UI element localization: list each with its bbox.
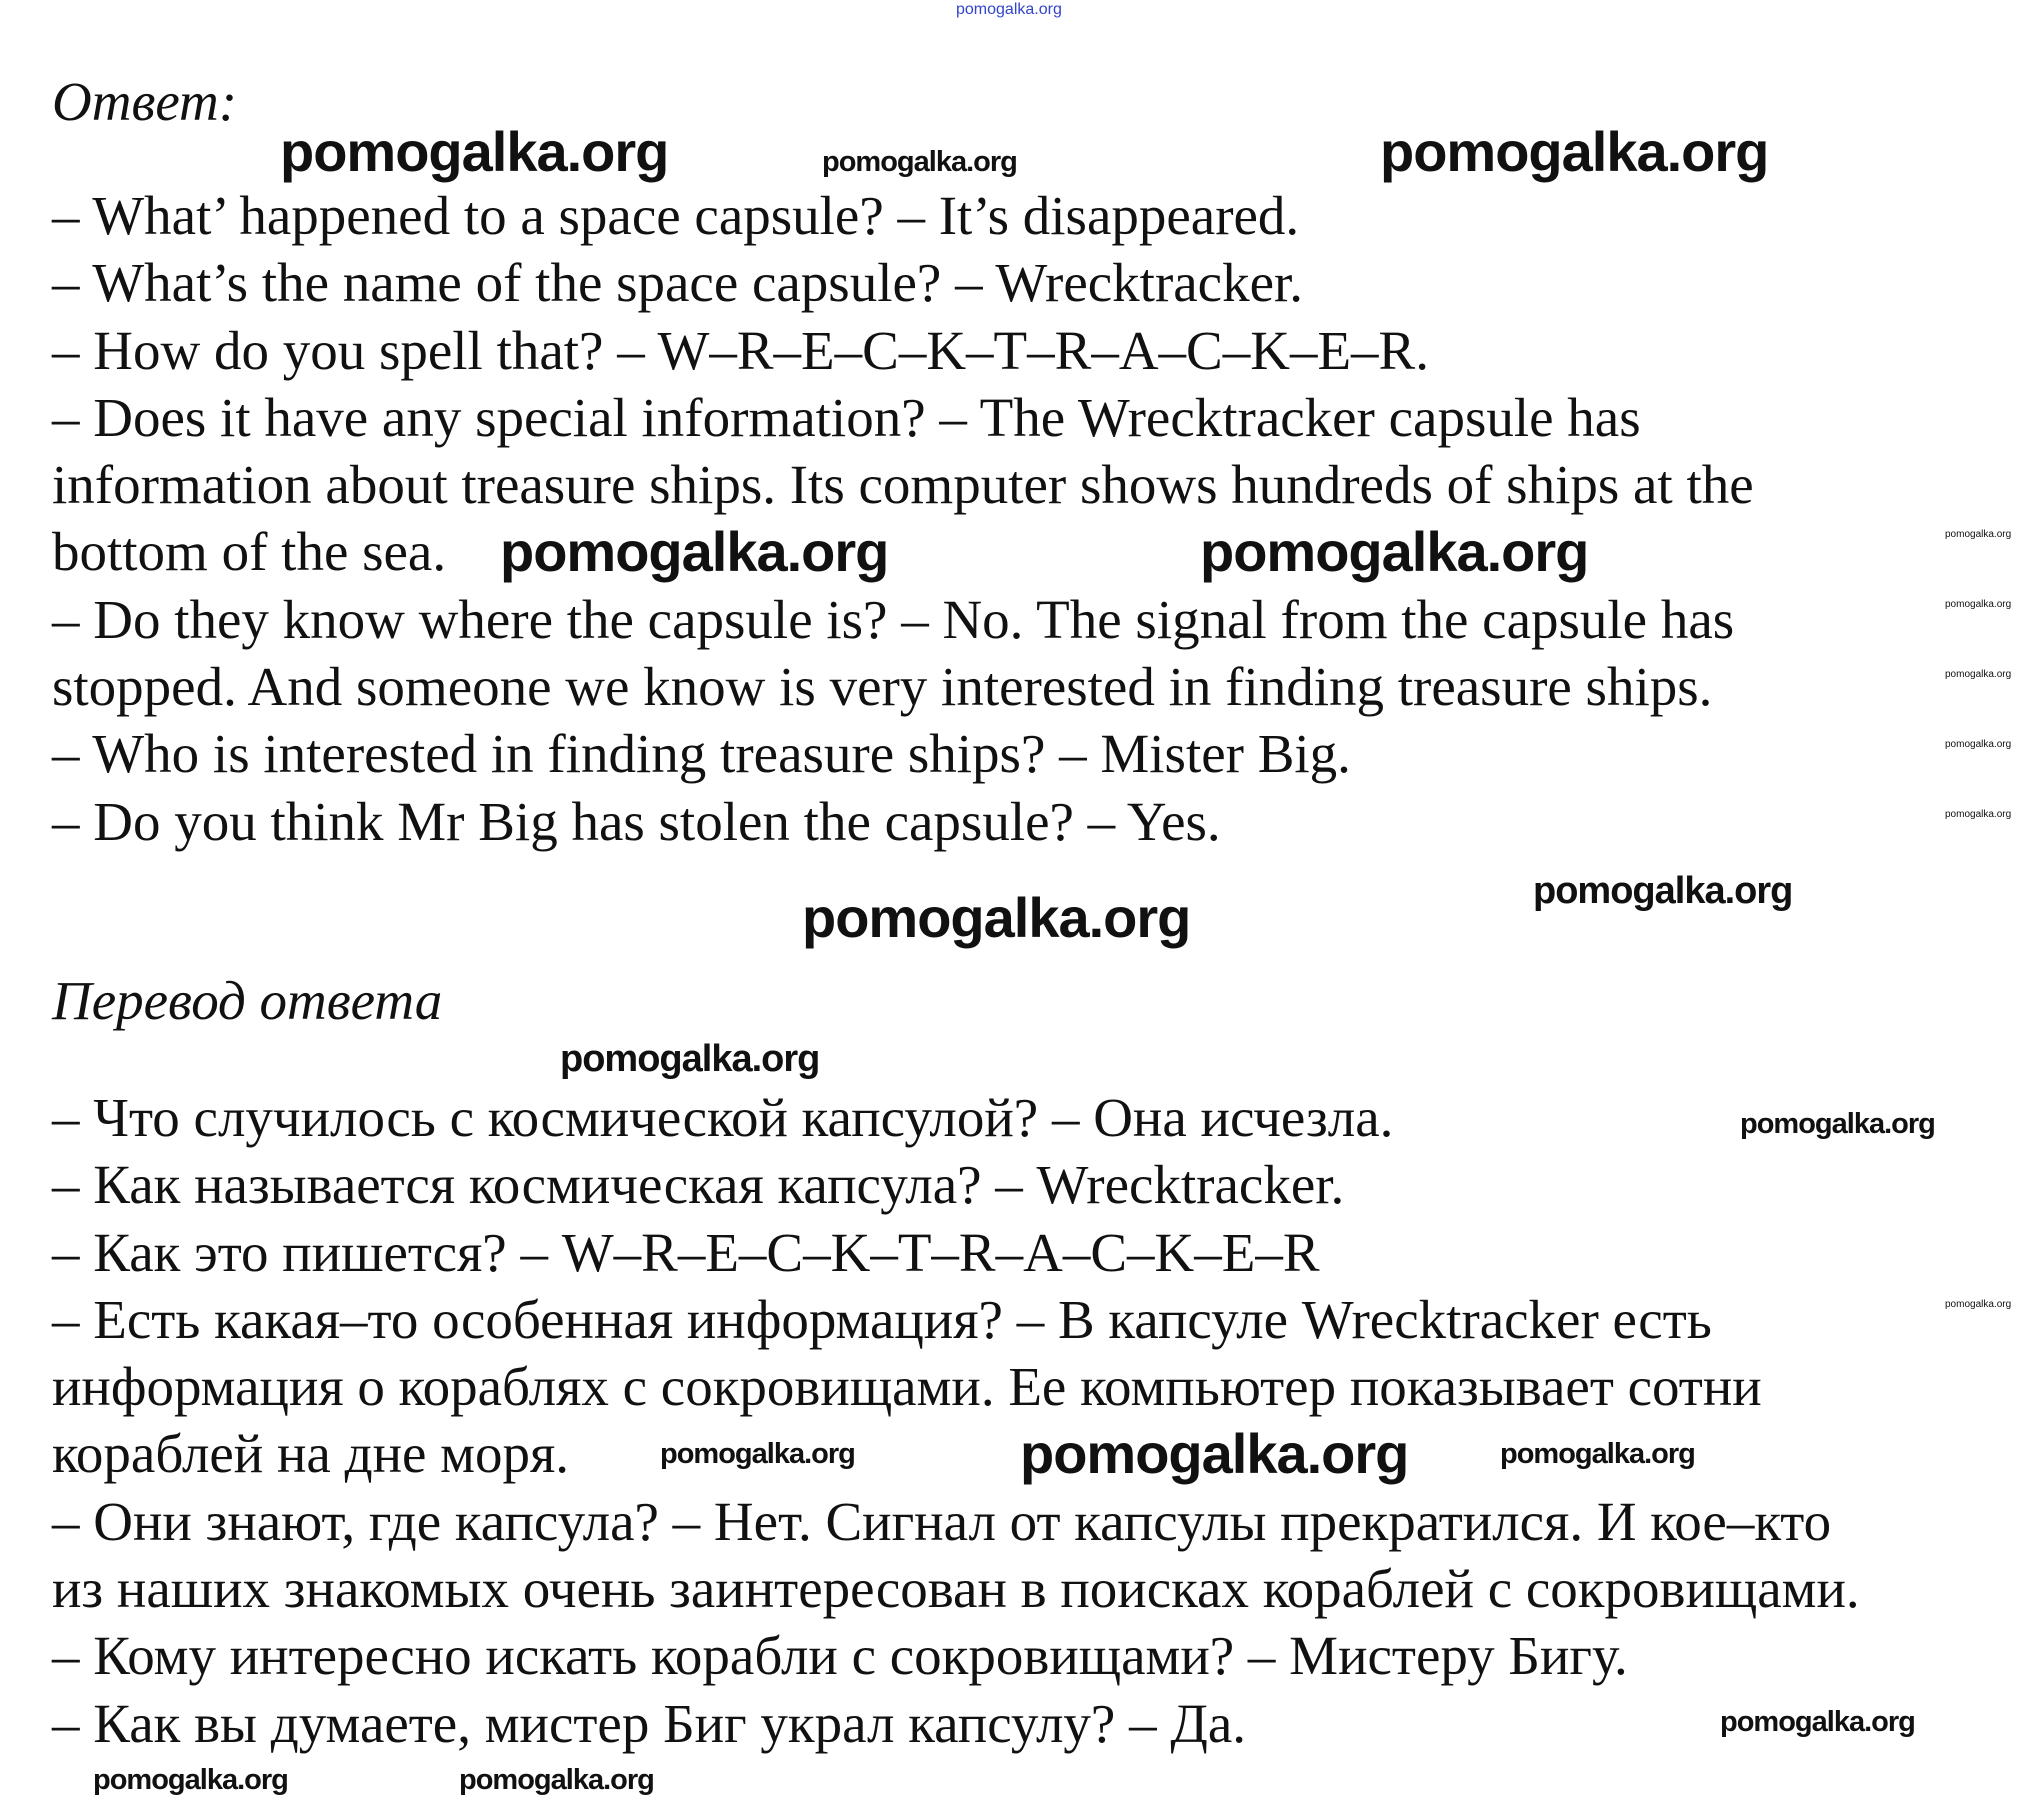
watermark: pomogalka.org <box>1380 120 1769 183</box>
watermark: pomogalka.org <box>1500 1438 1695 1470</box>
translation-line: – Есть какая–то особенная информация? – В капсуле Wrecktracker есть <box>52 1288 1712 1350</box>
watermark: pomogalka.org <box>822 146 1017 178</box>
answer-line: – Who is interested in finding treasure ships? – Mister Big. <box>52 723 1351 785</box>
answer-line: – How do you spell that? – W–R–E–C–K–T–R–A–C–K–E–R. <box>52 319 1429 381</box>
watermark: pomogalka.org <box>1945 669 2012 680</box>
watermark: pomogalka.org <box>1020 1422 1409 1485</box>
watermark: pomogalka.org <box>802 886 1191 949</box>
answer-heading: Ответ: <box>52 71 238 132</box>
watermark: pomogalka.org <box>93 1764 288 1796</box>
answer-line: – Do they know where the capsule is? – No. The signal from the capsule has <box>52 588 1735 650</box>
translation-text <box>52 1084 1860 1757</box>
answer-line: – Do you think Mr Big has stolen the capsule? – Yes. <box>52 790 1221 852</box>
watermark: pomogalka.org <box>1720 1706 1915 1738</box>
translation-line: кораблей на дне моря. <box>52 1423 570 1485</box>
watermark: pomogalka.org <box>660 1438 855 1470</box>
watermark: pomogalka.org <box>1200 520 1589 583</box>
answer-text <box>52 182 1754 855</box>
watermark: pomogalka.org <box>560 1038 820 1080</box>
watermark: pomogalka.org <box>1740 1108 1935 1140</box>
translation-line: информация о кораблях с сокровищами. Ее компьютер показывает сотни <box>52 1356 1762 1418</box>
translation-heading: Перевод ответа <box>52 970 443 1031</box>
watermark: pomogalka.org <box>1945 809 2012 820</box>
watermark: pomogalka.org <box>1945 1299 2012 1310</box>
watermark: pomogalka.org <box>500 520 889 583</box>
watermark: pomogalka.org <box>1945 599 2012 610</box>
answer-line: – Does it have any special information? – The Wrecktracker capsule has <box>52 386 1641 448</box>
answer-line: information about treasure ships. Its computer shows hundreds of ships at the <box>52 454 1754 516</box>
watermark: pomogalka.org <box>1533 870 1793 912</box>
translation-line: – Как называется космическая капсула? – Wrecktracker. <box>52 1154 1345 1216</box>
translation-line: – Что случилось с космической капсулой? – Она исчезла. <box>52 1087 1394 1148</box>
watermark: pomogalka.org <box>280 120 669 183</box>
watermark: pomogalka.org <box>459 1764 654 1796</box>
answer-line: stopped. And someone we know is very interested in finding treasure ships. <box>52 656 1713 718</box>
watermark: pomogalka.org <box>956 1 1062 18</box>
translation-line: из наших знакомых очень заинтересован в поисках кораблей с сокровищами. <box>52 1558 1860 1620</box>
answer-line: bottom of the sea. <box>52 521 447 583</box>
translation-line: – Они знают, где капсула? – Нет. Сигнал от капсулы прекратился. И кое–кто <box>52 1490 1832 1552</box>
watermark: pomogalka.org <box>1945 739 2012 750</box>
translation-line: – Как это пишется? – W–R–E–C–K–T–R–A–C–K–E–R <box>52 1221 1320 1283</box>
watermark: pomogalka.org <box>1945 529 2012 540</box>
translation-line: – Как вы думаете, мистер Биг украл капсулу? – Да. <box>52 1692 1247 1754</box>
answer-line: – What’s the name of the space capsule? – Wrecktracker. <box>52 252 1304 314</box>
translation-line: – Кому интересно искать корабли с сокровищами? – Мистеру Бигу. <box>52 1625 1628 1687</box>
answer-line: – What’ happened to a space capsule? – It’s disappeared. <box>52 185 1300 246</box>
